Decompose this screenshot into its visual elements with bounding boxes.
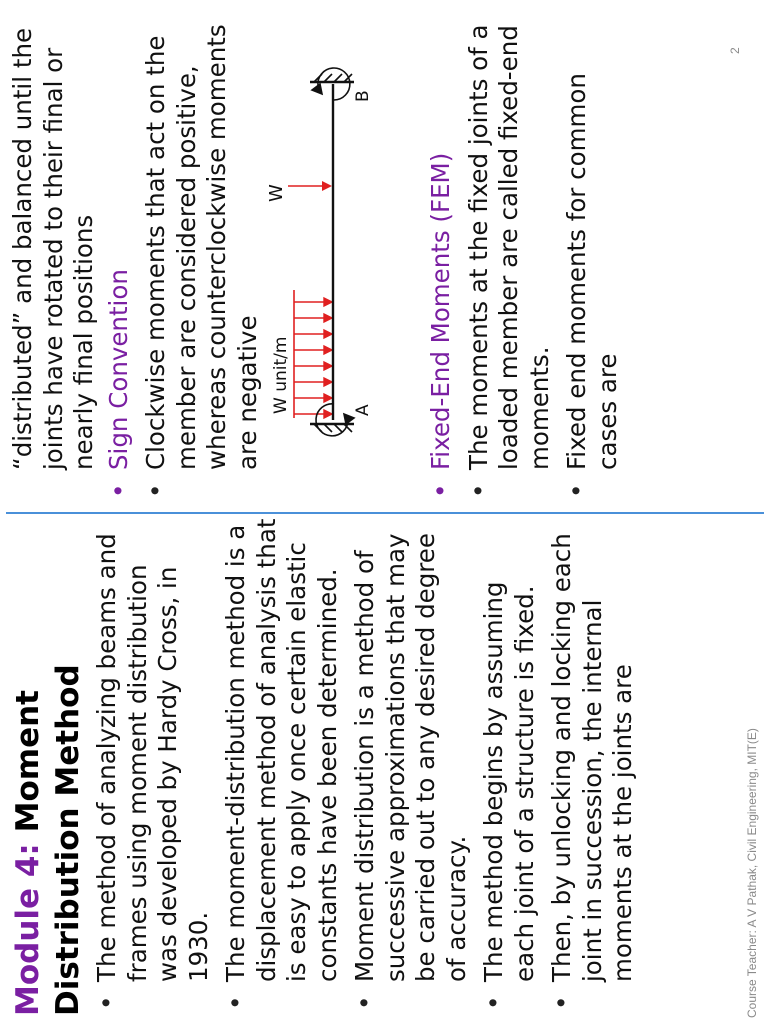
udl-label: W unit/m (271, 336, 291, 414)
sign-convention-heading-text: Sign Convention (103, 269, 133, 470)
sign-convention-text: • Clockwise moments that act on the member are considered positive, whereas counterclockwise moments are negative (141, 4, 263, 504)
support-a-label: A (353, 404, 373, 416)
column-divider (6, 512, 764, 514)
point-load-label: W (266, 184, 287, 202)
slide-title (8, 516, 88, 1016)
beam-diagram (266, 4, 420, 504)
fem-heading (426, 4, 457, 504)
bullet-item: • The method begins by assuming each joint of a structure is fixed. (479, 516, 540, 1016)
right-column (8, 4, 630, 504)
fem-heading-text: Fixed-End Moments (FEM) (426, 152, 455, 470)
right-bullet-list (104, 4, 264, 504)
point-load-arrowhead (322, 181, 332, 191)
left-bullet-list (92, 516, 639, 1016)
bullet-item: • Then, by unlocking and locking each joint in succession, the internal moments at the joints are (547, 516, 639, 1016)
page-number: 2 (728, 47, 742, 54)
fem-bullet-list (426, 4, 623, 504)
continued-text: “distributed” and balanced until the joints have rotated to their final or nearly final positions (8, 27, 98, 470)
sign-convention-heading (104, 4, 135, 504)
bullet-item: • Moment distribution is a method of successive approximations that may be carried out to any desired degree of accuracy. (350, 516, 472, 1016)
bullet-item: • The method of analyzing beams and frames using moment distribution was developed by Hardy Cross, in 1930. (92, 516, 214, 1016)
udl-arrows (294, 298, 332, 418)
title-module: Module 4: (10, 843, 46, 1016)
fem-text-1: • The moments at the fixed joints of a loaded member are called fixed-end moments. (464, 4, 556, 504)
left-column (8, 516, 646, 1016)
bullet-item: • The moment-distribution method is a displacement method of analysis that is easy to apply once certain elastic constants have been determined. (221, 516, 343, 1016)
fem-text-2: • Fixed end moments for common cases are (562, 4, 623, 504)
footer-credit: Course Teacher: A V Pathak, Civil Engineering, MIT(E) (745, 728, 759, 1018)
support-b-label: B (353, 90, 373, 102)
title-text: Moment Distribution Method (10, 664, 86, 1016)
